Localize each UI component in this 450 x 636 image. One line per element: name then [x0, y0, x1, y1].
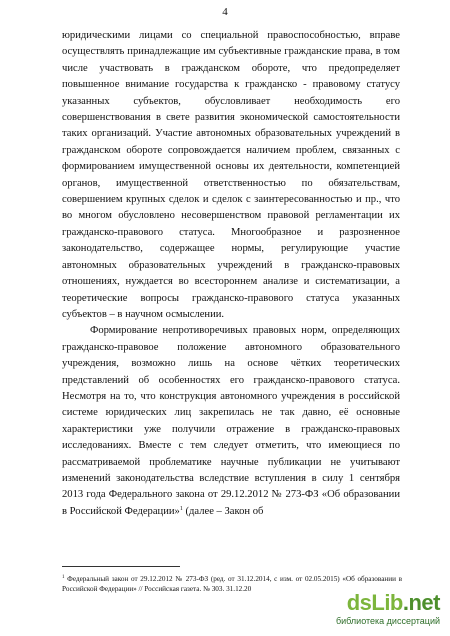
- page-number: 4: [222, 6, 228, 18]
- footnote-mark: 1: [62, 575, 65, 580]
- watermark-brand-right: .net: [402, 590, 440, 615]
- paragraph-2: [62, 323, 400, 520]
- watermark-brand: [334, 592, 440, 614]
- body-text: [62, 28, 400, 520]
- watermark-brand-left: dsLib: [346, 590, 403, 615]
- paragraph-1: юридическими лицами со специальной правоспособностью, вправе осуществлять принадлежащие им субъективные гражданские права, в том числе участвовать в гражданском обороте, что предопределяет повышенное внимание государства к гражданско - правовому статусу указанных субъектов, обусловливает необходимость его совершенствования в свете развития экономической самостоятельности таких организаций. Участие автономных образовательных учреждений в гражданском обороте сопровождается наличием проблем, связанных с формированием имущественной основы их деятельности, компетенцией органов, имущественной ответственностью по обязательствам, совершением крупных сделок и сделок с заинтересованностью и пр., что во многом обусловлено несовершенством правовой регламентации их гражданско-правового статуса. Многообразное и разрозненное законодательство, содержащее нормы, регулирующие участие автономных образовательных учреждений в гражданско-правовых отношениях, нуждается во всестороннем анализе и систематизации, а теоретические вопросы гражданско-правового статуса указанных субъектов – в научном осмыслении.: [62, 30, 400, 320]
- footnote-divider: [62, 566, 180, 567]
- paragraph-2-tail: (далее – Закон об: [182, 505, 264, 517]
- watermark-tagline: библиотека диссертаций: [335, 616, 440, 626]
- paragraph-2-text: Формирование непротиворечивых правовых норм, определяющих гражданско-правовое положение автономного образовательного учреждения, возможно лишь на основе чётких теоретических представлений об особенностях его гражданско-правового статуса. Несмотря на то, что конструкция автономного учреждения в российской системе юридических лиц закрепилась не так давно, её основные характеристики уже получили отражение в гражданско-правовых исследованиях. Вместе с тем следует отметить, что имеющиеся по рассматриваемой проблематике научные публикации не учитывают изменений законодательства вследствие вступления в силу 1 сентября 2013 года Федерального закона от 29.12.2012 № 273-ФЗ «Об образовании в Российской Федерации»: [62, 325, 400, 517]
- footnote-ref[interactable]: 1: [179, 505, 183, 512]
- dslib-watermark-logo[interactable]: [334, 592, 440, 626]
- footnote-text: Федеральный закон от 29.12.2012 № 273-ФЗ (ред. от 31.12.2014, с изм. от 02.05.2015) «Об образовании в Российской Федерации» // Российская газета. № 303. 31.12.20: [62, 575, 402, 593]
